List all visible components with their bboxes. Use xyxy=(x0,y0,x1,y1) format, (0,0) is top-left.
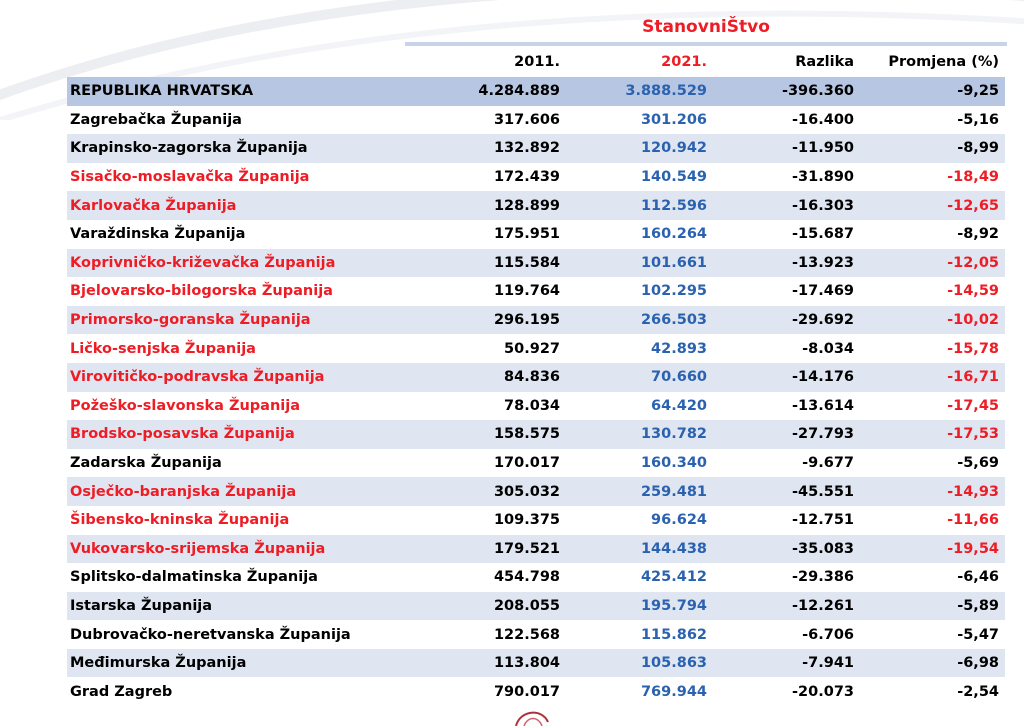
table-row xyxy=(67,163,1005,192)
table-row xyxy=(67,563,1005,592)
value-promjena: -17,45 xyxy=(947,397,999,414)
value-razlika: -12.261 xyxy=(713,592,860,621)
total-row xyxy=(67,77,1005,106)
value-razlika: -14.176 xyxy=(713,363,860,392)
table-row xyxy=(67,191,1005,220)
value-promjena: -15,78 xyxy=(947,340,999,357)
value-2021: 120.942 xyxy=(566,134,713,163)
table-row xyxy=(67,249,1005,278)
value-razlika: -6.706 xyxy=(802,626,855,643)
value-2021: 96.624 xyxy=(651,512,708,529)
value-2021: 130.782 xyxy=(566,420,713,449)
county-name: Varaždinska Županija xyxy=(70,226,246,243)
county-name: Međimurska Županija xyxy=(67,649,417,678)
value-2011: 208.055 xyxy=(417,592,566,621)
table-row xyxy=(67,420,1005,449)
value-promjena: -9,25 xyxy=(860,77,1005,106)
value-promjena: -6,98 xyxy=(860,649,1005,678)
value-razlika: -396.360 xyxy=(713,77,860,106)
county-name: Splitsko-dalmatinska Županija xyxy=(70,569,318,586)
value-promjena: -11,66 xyxy=(947,512,999,529)
value-2011: 50.927 xyxy=(504,340,561,357)
value-2011: 132.892 xyxy=(417,134,566,163)
table-row xyxy=(67,535,1005,564)
value-2011: 296.195 xyxy=(417,306,566,335)
value-razlika: -29.386 xyxy=(792,569,855,586)
title-underline xyxy=(405,42,1007,46)
value-2021: 144.438 xyxy=(566,535,713,564)
value-2021: 140.549 xyxy=(640,169,708,186)
table-row xyxy=(67,220,1005,249)
table-row xyxy=(67,506,1005,535)
table-row xyxy=(67,449,1005,478)
value-razlika: -13.614 xyxy=(792,397,855,414)
header-promjena: Promjena (%) xyxy=(888,54,999,71)
county-name: Istarska Županija xyxy=(67,592,417,621)
value-razlika: -16.303 xyxy=(713,191,860,220)
value-2011: 4.284.889 xyxy=(417,77,566,106)
value-promjena: -5,47 xyxy=(957,626,999,643)
value-promjena: -5,69 xyxy=(957,455,999,472)
value-promjena: -5,89 xyxy=(860,592,1005,621)
value-2011: 179.521 xyxy=(417,535,566,564)
county-name: Koprivničko-križevačka Županija xyxy=(67,249,417,278)
header-row xyxy=(67,48,1005,77)
value-2011: 170.017 xyxy=(493,455,561,472)
value-promjena: -19,54 xyxy=(860,535,1005,564)
value-razlika: -20.073 xyxy=(792,683,855,700)
value-2011: 84.836 xyxy=(417,363,566,392)
table-row xyxy=(67,106,1005,135)
table-row xyxy=(67,677,1005,706)
value-2021: 769.944 xyxy=(640,683,708,700)
county-name: Krapinsko-zagorska Županija xyxy=(67,134,417,163)
county-name: Grad Zagreb xyxy=(70,683,173,700)
table-row xyxy=(67,277,1005,306)
header-name xyxy=(67,48,417,77)
county-name: Brodsko-posavska Županija xyxy=(67,420,417,449)
table-row xyxy=(67,477,1005,506)
header-razlika: Razlika xyxy=(795,54,855,71)
value-promjena: -18,49 xyxy=(947,169,999,186)
value-razlika: -12.751 xyxy=(792,512,855,529)
value-2021: 160.340 xyxy=(640,455,708,472)
county-name: Primorsko-goranska Županija xyxy=(67,306,417,335)
value-promjena: -6,46 xyxy=(957,569,999,586)
value-2011: 317.606 xyxy=(493,111,561,128)
value-razlika: -8.034 xyxy=(802,340,855,357)
value-2021: 195.794 xyxy=(566,592,713,621)
value-promjena: -2,54 xyxy=(957,683,999,700)
value-promjena: -14,93 xyxy=(860,477,1005,506)
value-2021: 42.893 xyxy=(651,340,708,357)
value-razlika: -13.923 xyxy=(713,249,860,278)
county-name: Virovitičko-podravska Županija xyxy=(67,363,417,392)
table-row xyxy=(67,620,1005,649)
value-2011: 128.899 xyxy=(417,191,566,220)
value-2011: 454.798 xyxy=(493,569,561,586)
county-name: Karlovačka Županija xyxy=(67,191,417,220)
value-2021: 64.420 xyxy=(651,397,708,414)
value-2011: 790.017 xyxy=(493,683,561,700)
value-2011: 158.575 xyxy=(417,420,566,449)
value-2011: 109.375 xyxy=(493,512,561,529)
value-promjena: -5,16 xyxy=(957,111,999,128)
table-body xyxy=(67,77,1005,706)
value-promjena: -12,05 xyxy=(860,249,1005,278)
value-razlika: -16.400 xyxy=(792,111,855,128)
value-2021: 101.661 xyxy=(566,249,713,278)
value-promjena: -12,65 xyxy=(860,191,1005,220)
header-2011: 2011. xyxy=(514,54,561,71)
value-2021: 70.660 xyxy=(566,363,713,392)
county-name: Dubrovačko-neretvanska Županija xyxy=(70,626,351,643)
value-2011: 122.568 xyxy=(493,626,561,643)
value-2021: 301.206 xyxy=(640,111,708,128)
value-2021: 112.596 xyxy=(566,191,713,220)
value-promjena: -16,71 xyxy=(860,363,1005,392)
logo-fragment-icon xyxy=(512,706,552,726)
value-razlika: -15.687 xyxy=(792,226,855,243)
table-row xyxy=(67,363,1005,392)
value-promjena: -8,99 xyxy=(860,134,1005,163)
value-2011: 172.439 xyxy=(493,169,561,186)
county-name: Zadarska Županija xyxy=(70,455,222,472)
value-razlika: -31.890 xyxy=(792,169,855,186)
value-razlika: -35.083 xyxy=(713,535,860,564)
value-razlika: -27.793 xyxy=(713,420,860,449)
value-2011: 78.034 xyxy=(504,397,561,414)
header-2021: 2021. xyxy=(661,54,708,71)
county-name: Sisačko-moslavačka Županija xyxy=(70,169,310,186)
population-table xyxy=(67,48,1005,706)
county-name: Osječko-baranjska Županija xyxy=(67,477,417,506)
value-2011: 305.032 xyxy=(417,477,566,506)
table-row xyxy=(67,306,1005,335)
value-2011: 115.584 xyxy=(417,249,566,278)
value-razlika: -45.551 xyxy=(713,477,860,506)
table-row xyxy=(67,134,1005,163)
value-2011: 175.951 xyxy=(493,226,561,243)
value-2021: 259.481 xyxy=(566,477,713,506)
value-2011: 113.804 xyxy=(417,649,566,678)
table-title: StanovniŠtvo xyxy=(642,17,770,37)
value-razlika: -9.677 xyxy=(802,455,855,472)
county-name: Ličko-senjska Županija xyxy=(70,340,256,357)
value-promjena: -8,92 xyxy=(957,226,999,243)
value-razlika: -17.469 xyxy=(792,283,855,300)
value-promjena: -17,53 xyxy=(860,420,1005,449)
table-row xyxy=(67,392,1005,421)
county-name: Šibensko-kninska Županija xyxy=(70,512,290,529)
county-name: Zagrebačka Županija xyxy=(70,111,242,128)
value-2021: 115.862 xyxy=(640,626,708,643)
value-razlika: -29.692 xyxy=(713,306,860,335)
table-row xyxy=(67,649,1005,678)
value-2011: 119.764 xyxy=(493,283,561,300)
value-promjena: -14,59 xyxy=(947,283,999,300)
county-name: REPUBLIKA HRVATSKA xyxy=(67,77,417,106)
table-row xyxy=(67,334,1005,363)
county-name: Bjelovarsko-bilogorska Županija xyxy=(70,283,333,300)
value-razlika: -11.950 xyxy=(713,134,860,163)
value-2021: 425.412 xyxy=(640,569,708,586)
value-2021: 102.295 xyxy=(640,283,708,300)
value-2021: 266.503 xyxy=(566,306,713,335)
value-promjena: -10,02 xyxy=(860,306,1005,335)
value-razlika: -7.941 xyxy=(713,649,860,678)
value-2021: 3.888.529 xyxy=(566,77,713,106)
value-2021: 160.264 xyxy=(640,226,708,243)
county-name: Vukovarsko-srijemska Županija xyxy=(67,535,417,564)
table-row xyxy=(67,592,1005,621)
county-name: Požeško-slavonska Županija xyxy=(70,397,301,414)
value-2021: 105.863 xyxy=(566,649,713,678)
